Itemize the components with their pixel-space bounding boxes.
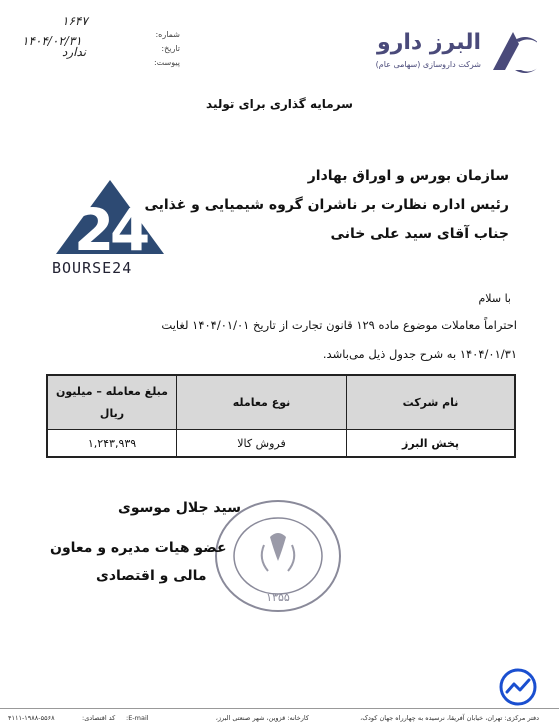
company-subtitle: شرکت داروسازی (سهامی عام) <box>375 60 481 69</box>
table-row <box>48 430 514 456</box>
letter-footer <box>0 708 559 728</box>
signatory-name: سید جلال موسوی <box>118 500 242 516</box>
trend-badge-icon <box>499 668 537 706</box>
seal-year: ۱۳۵۵ <box>266 591 290 604</box>
footer-office: دفتر مرکزی: تهران، خیابان آفریقا، نرسیده به چهارراه جهان کودک، <box>360 714 539 722</box>
attachment-value: ندارد <box>62 45 87 59</box>
recipient-org: سازمان بورس و اوراق بهادار <box>307 168 509 184</box>
body-line-2: ۱۴۰۴/۰۱/۳۱ به شرح جدول ذیل می‌باشد. <box>322 347 517 361</box>
body-line-1: احتراماً معاملات موضوع ماده ۱۲۹ قانون تجارت از تاریخ ۱۴۰۴/۰۱/۰۱ لغایت <box>161 318 517 332</box>
cell-amount: ۱,۲۴۳,۹۳۹ <box>87 436 137 450</box>
footer-economic-code-label: کد اقتصادی: <box>82 714 116 722</box>
letter-subject: سرمایه گذاری برای تولید <box>206 97 353 111</box>
header-type: نوع معامله <box>176 376 346 429</box>
footer-economic-code: ۴۱۱۱-۱۹۸۸-۵۵۶۸ <box>8 714 55 722</box>
footer-email: E-mail: <box>126 714 149 722</box>
svg-text:4: 4 <box>109 196 151 264</box>
cell-type: فروش کالا <box>176 430 346 456</box>
table-header <box>48 376 514 430</box>
company-logo <box>367 26 537 86</box>
attachment-label: پیوست: <box>153 58 180 67</box>
header-amount: مبلغ معامله – میلیون ریال <box>56 384 168 420</box>
recipient-name: جناب آقای سید علی خانی <box>330 226 509 242</box>
svg-text:2: 2 <box>73 196 115 264</box>
letter-date: ۱۴۰۴/۰۲/۳۱ <box>22 34 82 48</box>
transactions-table <box>46 374 516 458</box>
albordarou-logo-icon <box>489 26 537 74</box>
header-company: نام شرکت <box>346 376 514 429</box>
letter-number: ۱۶۴۷ <box>62 14 88 28</box>
company-name: البرز دارو <box>377 30 481 55</box>
watermark-text: BOURSE24 <box>52 259 133 277</box>
cell-company: پخش البرز <box>346 430 514 456</box>
recipient-title: رئیس اداره نظارت بر ناشران گروه شیمیایی و غذایی <box>144 197 509 213</box>
date-label: تاریخ: <box>161 44 180 53</box>
number-label: شماره: <box>155 30 180 39</box>
greeting: با سلام <box>478 292 511 305</box>
signatory-title-2: مالی و اقتصادی <box>96 568 207 584</box>
signatory-title-1: عضو هیات مدیره و معاون <box>50 540 227 556</box>
footer-factory: کارخانه: قزوین، شهر صنعتی البرز، <box>215 714 309 722</box>
